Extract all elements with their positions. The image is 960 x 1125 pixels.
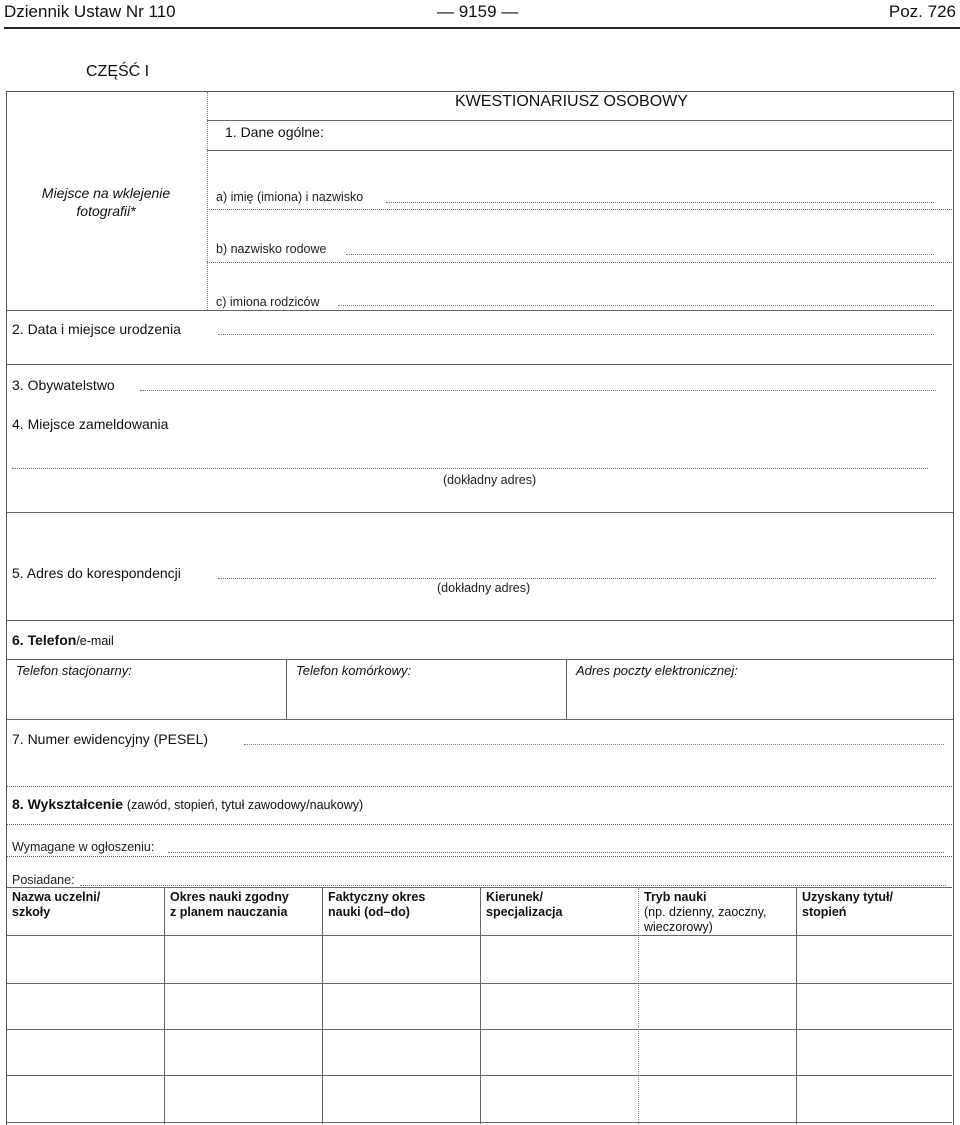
- line: [6, 310, 952, 311]
- th-text: stopień: [802, 905, 847, 919]
- possessed-input[interactable]: [80, 885, 946, 886]
- th-text: Okres nauki zgodny: [170, 890, 289, 904]
- th-text: z planem nauczania: [170, 905, 288, 919]
- line: [164, 888, 165, 1124]
- field-b-input[interactable]: [346, 254, 934, 255]
- journal-name: Dziennik Ustaw Nr 110: [4, 2, 176, 21]
- field-a-label: a) imię (imiona) i nazwisko: [216, 190, 364, 204]
- landline-label: Telefon stacjonarny:: [16, 663, 132, 678]
- th-text: Tryb nauki: [644, 890, 707, 904]
- th-text: (np. dzienny, zaoczny,: [644, 905, 767, 919]
- section-8-label: [12, 796, 363, 812]
- table-row-line: [6, 983, 952, 984]
- section-8-title-rest: (zawód, stopień, tytuł zawodowy/naukowy): [126, 798, 364, 812]
- table-header-degree: [802, 890, 893, 920]
- table-row-line: [6, 1075, 952, 1076]
- th-text: wieczorowy): [644, 920, 713, 934]
- table-header-planned-period: [170, 890, 289, 920]
- section-1-title: 1. Dane ogólne:: [225, 124, 324, 140]
- table-header-actual-period: [328, 890, 425, 920]
- field-c-input[interactable]: [338, 305, 934, 306]
- section-6-title-rest: /e-mail: [76, 634, 114, 648]
- line: [566, 660, 567, 719]
- line: [480, 888, 481, 1124]
- possessed-label: Posiadane:: [12, 873, 75, 887]
- section-5-note: (dokładny adres): [437, 581, 531, 595]
- required-label: Wymagane w ogłoszeniu:: [12, 840, 155, 854]
- line: [796, 888, 797, 1124]
- line: [6, 512, 954, 513]
- table-row-line: [6, 1029, 952, 1030]
- line: [6, 856, 952, 857]
- line: [207, 262, 952, 263]
- line: [6, 620, 954, 621]
- landline-input[interactable]: [16, 684, 278, 714]
- table-row-line: [6, 935, 952, 936]
- photo-text-2: fotografii*: [76, 203, 136, 219]
- section-4-label: 4. Miejsce zameldowania: [12, 416, 169, 432]
- required-input[interactable]: [168, 852, 944, 853]
- mobile-label: Telefon komórkowy:: [296, 663, 412, 678]
- line: [6, 659, 954, 660]
- section-2-label: 2. Data i miejsce urodzenia: [12, 321, 181, 337]
- th-text: Nazwa uczelni/: [12, 890, 101, 904]
- field-c-label: c) imiona rodziców: [216, 295, 320, 309]
- line: [286, 660, 287, 719]
- correspondence-address-input[interactable]: [218, 578, 936, 579]
- position-number: Poz. 726: [888, 2, 956, 21]
- birth-input[interactable]: [218, 334, 934, 335]
- table-top-line: [6, 887, 952, 888]
- line: [638, 888, 639, 1124]
- photo-text-1: Miejsce na wklejenie: [41, 185, 171, 201]
- line: [207, 209, 952, 210]
- page-number: — 9159 —: [437, 2, 519, 21]
- th-text: specjalizacja: [486, 905, 563, 919]
- section-6-title: 6. Telefon: [12, 632, 77, 648]
- field-a-input[interactable]: [386, 202, 934, 203]
- section-4-note: (dokładny adres): [443, 473, 537, 487]
- part-title: CZĘŚĆ I: [86, 63, 150, 80]
- section-8-title: 8. Wykształcenie: [12, 796, 124, 812]
- th-text: nauki (od–do): [328, 905, 410, 919]
- citizenship-input[interactable]: [140, 390, 936, 391]
- section-7-label: 7. Numer ewidencyjny (PESEL): [12, 731, 209, 747]
- email-input[interactable]: [576, 684, 946, 714]
- table-header-school: [12, 890, 100, 920]
- pesel-input[interactable]: [244, 744, 944, 745]
- section-3-label: 3. Obywatelstwo: [12, 377, 115, 393]
- line: [6, 824, 952, 825]
- line: [322, 888, 323, 1124]
- line: [6, 786, 952, 787]
- section-6-label: [12, 632, 114, 648]
- email-label: Adres poczty elektronicznej:: [576, 663, 738, 678]
- th-text: Faktyczny okres: [328, 890, 426, 904]
- line: [6, 364, 952, 365]
- header-rule: [4, 27, 960, 29]
- table-row-line: [6, 1122, 952, 1123]
- th-text: szkoły: [12, 905, 51, 919]
- field-b-label: b) nazwisko rodowe: [216, 242, 327, 256]
- form-title: KWESTIONARIUSZ OSOBOWY: [455, 93, 688, 110]
- line: [6, 719, 954, 720]
- registration-address-input[interactable]: [12, 468, 928, 469]
- photo-placeholder: [6, 184, 206, 220]
- table-header-major: [486, 890, 562, 920]
- th-text: Kierunek/: [486, 890, 543, 904]
- mobile-input[interactable]: [296, 684, 558, 714]
- photo-divider: [207, 92, 208, 310]
- table-header-study-mode: [644, 890, 767, 935]
- section-5-label: 5. Adres do korespondencji: [12, 565, 181, 581]
- th-text: Uzyskany tytuł/: [802, 890, 894, 904]
- line: [207, 120, 952, 121]
- line: [207, 150, 952, 151]
